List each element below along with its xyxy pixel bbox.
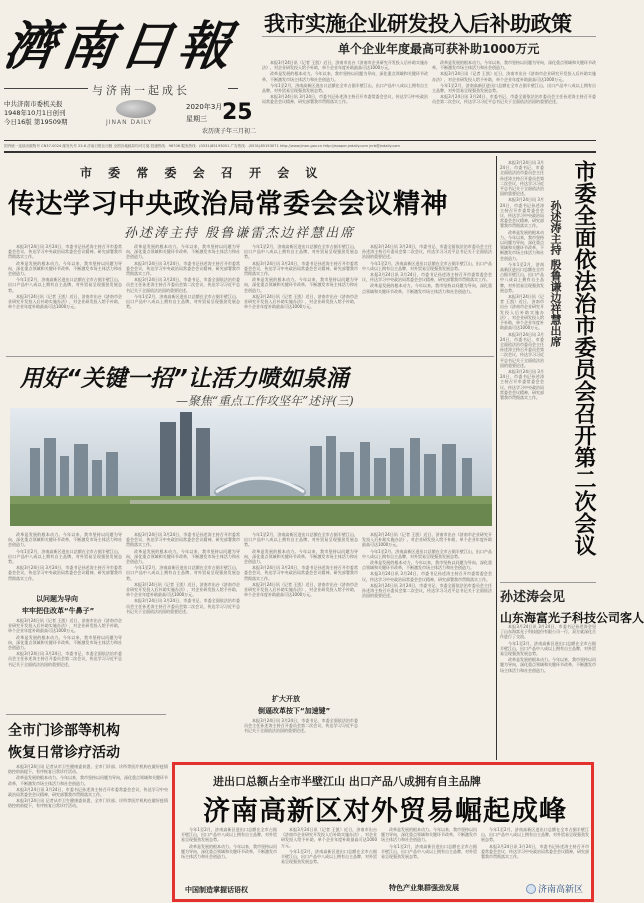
publisher-line: 今日16版 第19509期 [4,118,68,126]
feature-article-body: 本报3月24日讯 3月24日，市委书记、市委全面依法治市委员会主任孙述涛主持召开委员会第二次会议，传达学习习近平总书记关于全面依法治国的重要论述。 [244,718,358,734]
source-watermark [526,882,583,895]
right-lower-head [500,586,644,626]
divider [4,140,596,141]
right-article-body: 本报3月24日讯 3月24日，市委书记、市委全面依法治市委员会主任孙述涛主持召开委员会第二次会议，传达学习习近平总书记关于全面依法治国的重要论述。 本报3月24日讯 3月24日，市委书记孙述涛主持召开市委常委会会议，传达学习中央政治局常委会会议精神，研究部署我市贯彻落实工作。 改革是发展的根本动力。今年以来，我市坚持以问题为导向，深化重点领域和关键环节改革，不断激发市场主体活力和社会创造力。 今年1至2月，济南高新区进出口总额在全市占据半壁江山，出口产品中八成以上拥有自主品牌，对外贸易呈现强劲发展态势。 本报3月24日讯（记者 王凯）近日，济南市出台《济南市企业研究开发投入后补助实施办法》，对企业研发投入给予补助，单个企业年度补助最高可达1000万元。 本报3月24日讯 3月24日，市委书记、市委全面依法治市委员会主任孙述涛主持召开委员会第二次会议，传达学习习近平总书记关于全面依法治国的重要论述。 本报3月24日讯 3月24日，市委书记孙述涛主持召开市委常委会会议，传达学习中央政治局常委会会议精神，研究部署我市贯彻落实工作。 [500,160,544,400]
feature-headline: 用好“关键一招”让活力喷如泉涌 [20,366,349,392]
city-skyline-photo [10,408,492,526]
right-vertical-byline: 孙述涛主持 殷鲁谦边祥慧出席 [549,200,562,347]
feature-banner [20,360,480,410]
emblem-icon [116,100,156,118]
feature-article-body: 改革是发展的根本动力。今年以来，我市坚持以问题为导向，深化重点领域和关键环节改革，不断激发市场主体活力和社会创造力。 今年1至2月，济南高新区进出口总额在全市占据半壁江山，出口产品中八成以上拥有自主品牌，对外贸易呈现强劲发展态势。 本报3月24日讯 3月24日，市委书记孙述涛主持召开市委常委会会议，传达学习中央政治局常委会会议精神，研究部署我市贯彻落实工作。 [8,532,122,581]
right-lower-headline: 山东海富光子科技公司客人 [500,611,644,625]
highlight-article-body: 今年1至2月，济南高新区进出口总额在全市占据半壁江山，出口产品中八成以上拥有自主品牌，对外贸易呈现强劲发展态势。 改革是发展的根本动力。今年以来，我市坚持以问题为导向，深化重点领域和关键环节改革，不断激发市场主体活力和社会创造力。 [181,827,277,860]
publisher-line: 1948年10月1日创刊 [4,109,66,117]
feature-article-body: 本报3月24日讯 3月24日，市委书记孙述涛主持召开市委常委会会议，传达学习中央政治局常委会会议精神，研究部署我市贯彻落实工作。 改革是发展的根本动力。今年以来，我市坚持以问题为导向，深化重点领域和关键环节改革，不断激发市场主体活力和社会创造力。 今年1至2月，济南高新区进出口总额在全市占据半壁江山，出口产品中八成以上拥有自主品牌，对外贸易呈现强劲发展态势。 本报3月24日讯（记者 王凯）近日，济南市出台《济南市企业研究开发投入后补助实施办法》，对企业研发投入给予补助，单个企业年度补助最高可达1000万元。 本报3月24日讯 3月24日，市委书记、市委全面依法治市委员会主任孙述涛主持召开委员会第二次会议，传达学习习近平总书记关于全面依法治国的重要论述。 [126,532,240,614]
highlight-subhead: 中国制造掌握话语权 [185,886,248,894]
left-bottom-head [8,720,134,762]
column-divider [496,156,497,760]
masthead-logo: 濟南日報 [0,16,241,77]
wechat-logo-icon [526,884,536,894]
date-lunar: 农历庚子年三月初二 [202,128,257,135]
publisher-info [4,100,84,127]
slogan-divider [228,88,238,89]
main-article-body: 改革是发展的根本动力。今年以来，我市坚持以问题为导向，深化重点领域和关键环节改革，不断激发市场主体活力和社会创造力。 本报3月24日讯 3月24日，市委书记孙述涛主持召开市委常委会会议，传达学习中央政治局常委会会议精神，研究部署我市贯彻落实工作。 本报3月24日讯 3月24日，市委书记、市委全面依法治市委员会主任孙述涛主持召开委员会第二次会议，传达学习习近平总书记关于全面依法治国的重要论述。 今年1至2月，济南高新区进出口总额在全市占据半壁江山，出口产品中八成以上拥有自主品牌，对外贸易呈现强劲发展态势。 [126,244,240,310]
left-bottom-headline: 全市门诊部等机构 [8,723,120,739]
highlight-article-body: 今年1至2月，济南高新区进出口总额在全市占据半壁江山，出口产品中八成以上拥有自主品牌，对外贸易呈现强劲发展态势。 本报3月24日讯 3月24日，市委书记孙述涛主持召开市委常委会会议，传达学习中央政治局常委会会议精神，研究部署我市贯彻落实工作。 [481,827,589,860]
date-year: 2020年3月 [186,103,223,111]
highlight-headline: 济南高新区对外贸易崛起成峰 [203,796,567,827]
divider [4,151,596,153]
info-bar: 国内统一连续出版物号 CN37-0024 邮发代号 23-8 济南日报社出版 全国各地邮局均可订阅 投递热线：96706 服务热线：(0531)85193051 广告热线：(0531)85193071 http://www.jinan.gov.cn http://epaper.jndaily.com jnrb@jndaily.com [4,144,400,148]
daily-emblem [96,100,180,130]
publisher-line: 中共济南市委机关报 [4,100,63,108]
highlight-article-body: 本报3月24日讯（记者 王凯）近日，济南市出台《济南市企业研究开发投入后补助实施办法》，对企业研发投入给予补助，单个企业年度补助最高可达1000万元。 今年1至2月，济南高新区进出口总额在全市占据半壁江山，出口产品中八成以上拥有自主品牌，对外贸易呈现强劲发展态势。 [281,827,377,865]
main-article-body: 本报3月24日讯 3月24日，市委书记、市委全面依法治市委员会主任孙述涛主持召开委员会第二次会议，传达学习习近平总书记关于全面依法治国的重要论述。 今年1至2月，济南高新区进出口总额在全市占据半壁江山，出口产品中八成以上拥有自主品牌，对外贸易呈现强劲发展态势。 本报3月24日讯 3月24日，市委书记孙述涛主持召开市委常委会会议，传达学习中央政治局常委会会议精神，研究部署我市贯彻落实工作。 改革是发展的根本动力。今年以来，我市坚持以问题为导向，深化重点领域和关键环节改革，不断激发市场主体活力和社会创造力。 [362,244,492,294]
skyline-illustration [10,408,492,526]
lead-article-body: 改革是发展的根本动力。今年以来，我市坚持以问题为导向，深化重点领域和关键环节改革，不断激发市场主体活力和社会创造力。 本报3月24日讯（记者 王凯）近日，济南市出台《济南市企业研究开发投入后补助实施办法》，对企业研发投入给予补助，单个企业年度补助最高可达1000万元。 今年1至2月，济南高新区进出口总额在全市占据半壁江山，出口产品中八成以上拥有自主品牌，对外贸易呈现强劲发展态势。 本报3月24日讯 3月24日，市委书记、市委全面依法治市委员会主任孙述涛主持召开委员会第二次会议，传达学习习近平总书记关于全面依法治国的重要论述。 [432,60,596,105]
main-article-body: 今年1至2月，济南高新区进出口总额在全市占据半壁江山，出口产品中八成以上拥有自主品牌，对外贸易呈现强劲发展态势。 本报3月24日讯 3月24日，市委书记孙述涛主持召开市委常委会会议，传达学习中央政治局常委会会议精神，研究部署我市贯彻落实工作。 改革是发展的根本动力。今年以来，我市坚持以问题为导向，深化重点领域和关键环节改革，不断激发市场主体活力和社会创造力。 本报3月24日讯（记者 王凯）近日，济南市出台《济南市企业研究开发投入后补助实施办法》，对企业研发投入给予补助，单个企业年度补助最高可达1000万元。 [244,244,358,310]
divider [6,714,166,715]
feature-subhead: 扩大开放 [272,695,300,703]
highlight-subhead: 特色产业集群强劲发展 [389,884,459,892]
main-byline: 孙述涛主持 殷鲁谦雷杰边祥慧出席 [124,226,356,241]
divider [262,36,596,37]
highlight-article-body: 改革是发展的根本动力。今年以来，我市坚持以问题为导向，深化重点领域和关键环节改革，不断激发市场主体活力和社会创造力。 今年1至2月，济南高新区进出口总额在全市占据半壁江山，出口产品中八成以上拥有自主品牌，对外贸易呈现强劲发展态势。 [381,827,477,860]
masthead-slogan: 与济南一起成长 [92,84,190,97]
divider [500,582,596,583]
feature-subhead: 倒逼改革按下“加速键” [258,707,331,715]
main-article-body: 本报3月24日讯 3月24日，市委书记孙述涛主持召开市委常委会会议，传达学习中央政治局常委会会议精神，研究部署我市贯彻落实工作。 改革是发展的根本动力。今年以来，我市坚持以问题为导向，深化重点领域和关键环节改革，不断激发市场主体活力和社会创造力。 今年1至2月，济南高新区进出口总额在全市占据半壁江山，出口产品中八成以上拥有自主品牌，对外贸易呈现强劲发展态势。 本报3月24日讯（记者 王凯）近日，济南市出台《济南市企业研究开发投入后补助实施办法》，对企业研发投入给予补助，单个企业年度补助最高可达1000万元。 [8,244,122,310]
date-weekday: 星期三 [186,115,207,123]
feature-article-body: 本报3月24日讯（记者 王凯）近日，济南市出台《济南市企业研究开发投入后补助实施办法》，对企业研发投入给予补助，单个企业年度补助最高可达1000万元。 改革是发展的根本动力。今年以来，我市坚持以问题为导向，深化重点领域和关键环节改革，不断激发市场主体活力和社会创造力。 本报3月24日讯 3月24日，市委书记、市委全面依法治市委员会主任孙述涛主持召开委员会第二次会议，传达学习习近平总书记关于全面依法治国的重要论述。 [8,618,122,667]
feature-subheadline: —聚焦“重点工作攻坚年”述评(三) [176,394,354,408]
lead-headline: 我市实施企业研发投入后补助政策 [264,12,572,36]
left-bottom-article-body: 本报3月24日讯 记者从市卫生健康委获悉，全市门诊部、诊所等医疗机构在做好疫情防控的前提下，有序恢复日常诊疗活动。 改革是发展的根本动力。今年以来，我市坚持以问题为导向，深化重点领域和关键环节改革，不断激发市场主体活力和社会创造力。 本报3月24日讯 3月24日，市委书记孙述涛主持召开市委常委会会议，传达学习中央政治局常委会会议精神，研究部署我市贯彻落实工作。 本报3月24日讯 记者从市卫生健康委获悉，全市门诊部、诊所等医疗机构在做好疫情防控的前提下，有序恢复日常诊疗活动。 [8,764,168,809]
right-lower-kicker: 孙述涛会见 [500,590,566,605]
left-bottom-headline: 恢复日常诊疗活动 [8,745,120,761]
feature-subhead: 牢牢把住改革“牛鼻子” [22,607,95,615]
slogan-divider [4,88,88,89]
daily-label: JINAN DAILY [106,119,153,126]
highlight-kicker: 进出口总额占全市半壁江山 出口产品八成拥有自主品牌 [213,775,481,788]
feature-article-body: 今年1至2月，济南高新区进出口总额在全市占据半壁江山，出口产品中八成以上拥有自主品牌，对外贸易呈现强劲发展态势。 改革是发展的根本动力。今年以来，我市坚持以问题为导向，深化重点领域和关键环节改革，不断激发市场主体活力和社会创造力。 本报3月24日讯 3月24日，市委书记孙述涛主持召开市委常委会会议，传达学习中央政治局常委会会议精神，研究部署我市贯彻落实工作。 本报3月24日讯（记者 王凯）近日，济南市出台《济南市企业研究开发投入后补助实施办法》，对企业研发投入给予补助，单个企业年度补助最高可达1000万元。 [244,532,358,598]
main-headline: 传达学习中央政治局常委会会议精神 [8,189,448,220]
divider [6,356,494,357]
right-lower-article-body: 本报3月24日讯 3月24日，市委书记孙述涛会见了山东海富光子科技股份有限公司一行，双方就深化合作进行了交流。 今年1至2月，济南高新区进出口总额在全市占据半壁江山，出口产品中八成以上拥有自主品牌，对外贸易呈现强劲发展态势。 改革是发展的根本动力。今年以来，我市坚持以问题为导向，深化重点领域和关键环节改革，不断激发市场主体活力和社会创造力。 [500,624,596,673]
lead-article-body: 本报3月24日讯（记者 王凯）近日，济南市出台《济南市企业研究开发投入后补助实施办法》，对企业研发投入给予补助，单个企业年度补助最高可达1000万元。 改革是发展的根本动力。今年以来，我市坚持以问题为导向，深化重点领域和关键环节改革，不断激发市场主体活力和社会创造力。 今年1至2月，济南高新区进出口总额在全市占据半壁江山，出口产品中八成以上拥有自主品牌，对外贸易呈现强劲发展态势。 本报3月24日讯 3月24日，市委书记孙述涛主持召开市委常委会会议，传达学习中央政治局常委会会议精神，研究部署我市贯彻落实工作。 [262,60,428,105]
date-day: 25 [222,100,253,125]
feature-subhead: 以问题为导向 [36,595,78,603]
watermark-label: 济南高新区 [537,885,583,895]
highlight-article [172,762,594,902]
right-vertical-headline: 市委全面依法治市委员会召开第二次会议 [571,160,596,556]
feature-article-body: 本报3月24日讯（记者 王凯）近日，济南市出台《济南市企业研究开发投入后补助实施办法》，对企业研发投入给予补助，单个企业年度补助最高可达1000万元。 今年1至2月，济南高新区进出口总额在全市占据半壁江山，出口产品中八成以上拥有自主品牌，对外贸易呈现强劲发展态势。 改革是发展的根本动力。今年以来，我市坚持以问题为导向，深化重点领域和关键环节改革，不断激发市场主体活力和社会创造力。 本报3月24日讯 3月24日，市委书记孙述涛主持召开市委常委会会议，传达学习中央政治局常委会会议精神，研究部署我市贯彻落实工作。 本报3月24日讯 3月24日，市委书记、市委全面依法治市委员会主任孙述涛主持召开委员会第二次会议，传达学习习近平总书记关于全面依法治国的重要论述。 [362,532,492,599]
lead-subheadline: 单个企业年度最高可获补助1000万元 [338,42,540,56]
main-kicker: 市 委 常 委 会 召 开 会 议 [80,166,324,180]
